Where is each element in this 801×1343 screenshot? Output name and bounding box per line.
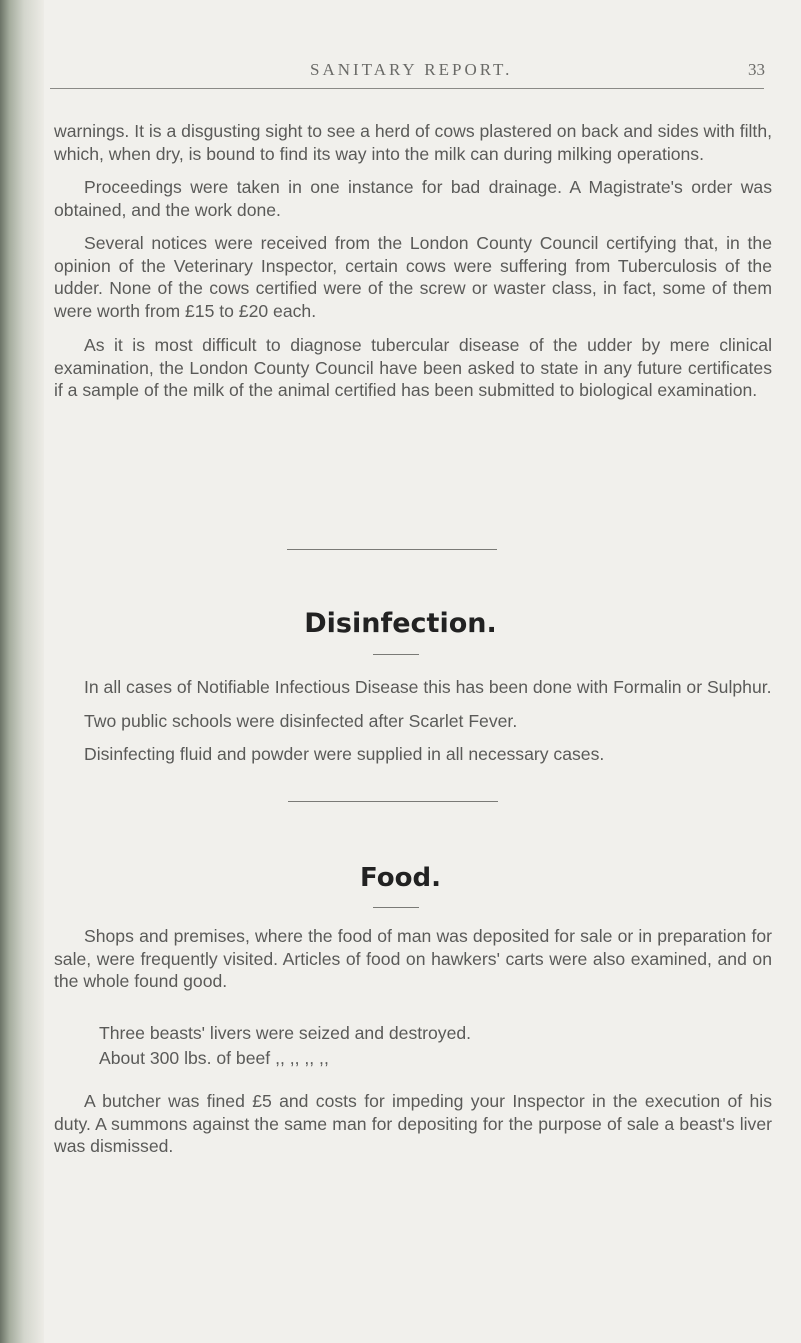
section-divider [288,801,498,802]
paragraph-disinfecting-fluid: Disinfecting fluid and powder were supplied in all necessary cases. [84,744,605,764]
header-rule [50,88,764,89]
paragraph-butcher: A butcher was fined £5 and costs for impeding your Inspector in the execution of his duty. A summons against the same man for depositing for the purpose of sale a beast's liver was dismissed. [54,1091,772,1156]
paragraph-food-inspection: Shops and premises, where the food of man was deposited for sale or in preparation for sale, were frequently visited. Articles of food on hawkers' carts were also examined, and on the whole found good. [54,926,772,991]
running-title: SANITARY REPORT. [310,60,513,79]
paragraph-warnings: warnings. It is a disgusting sight to see a herd of cows plastered on back and sides with filth, which, when dry, is bound to find its way into the milk can during milking operations. [54,121,772,164]
seizure-beef: About 300 lbs. of beef ,, ,, ,, ,, [99,1048,329,1068]
heading-underline [373,907,419,908]
running-head [0,60,801,84]
seizure-livers: Three beasts' livers were seized and destroyed. [99,1023,472,1043]
page-number: 33 [748,60,765,79]
seizure-list [99,1021,471,1071]
paragraph-disinfection-method: In all cases of Notifiable Infectious Disease this has been done with Formalin or Sulphur. [84,677,772,697]
paragraph-diagnosis: As it is most difficult to diagnose tubercular disease of the udder by mere clinical examination, the London County Council have been asked to state in any future certificates if a sample of the milk of the animal certified has been submitted to biological examination. [54,335,772,400]
heading-disinfection: Disinfection. [304,608,497,639]
heading-food: Food. [360,863,441,893]
paragraph-proceedings: Proceedings were taken in one instance for bad drainage. A Magistrate's order was obtained, and the work done. [54,177,772,220]
heading-underline [373,654,419,655]
paragraph-schools: Two public schools were disinfected after Scarlet Fever. [84,710,518,731]
intro-section [54,120,772,402]
food-section [54,925,772,993]
section-divider [287,549,497,550]
disinfection-section [54,676,772,766]
paragraph-notices: Several notices were received from the London County Council certifying that, in the opinion of the Veterinary Inspector, certain cows were suffering from Tuberculosis of the udder. None of the cows certified were of the screw or waster class, in fact, some of them were worth from £15 to £20 each. [54,233,772,321]
closing-section [54,1090,772,1158]
